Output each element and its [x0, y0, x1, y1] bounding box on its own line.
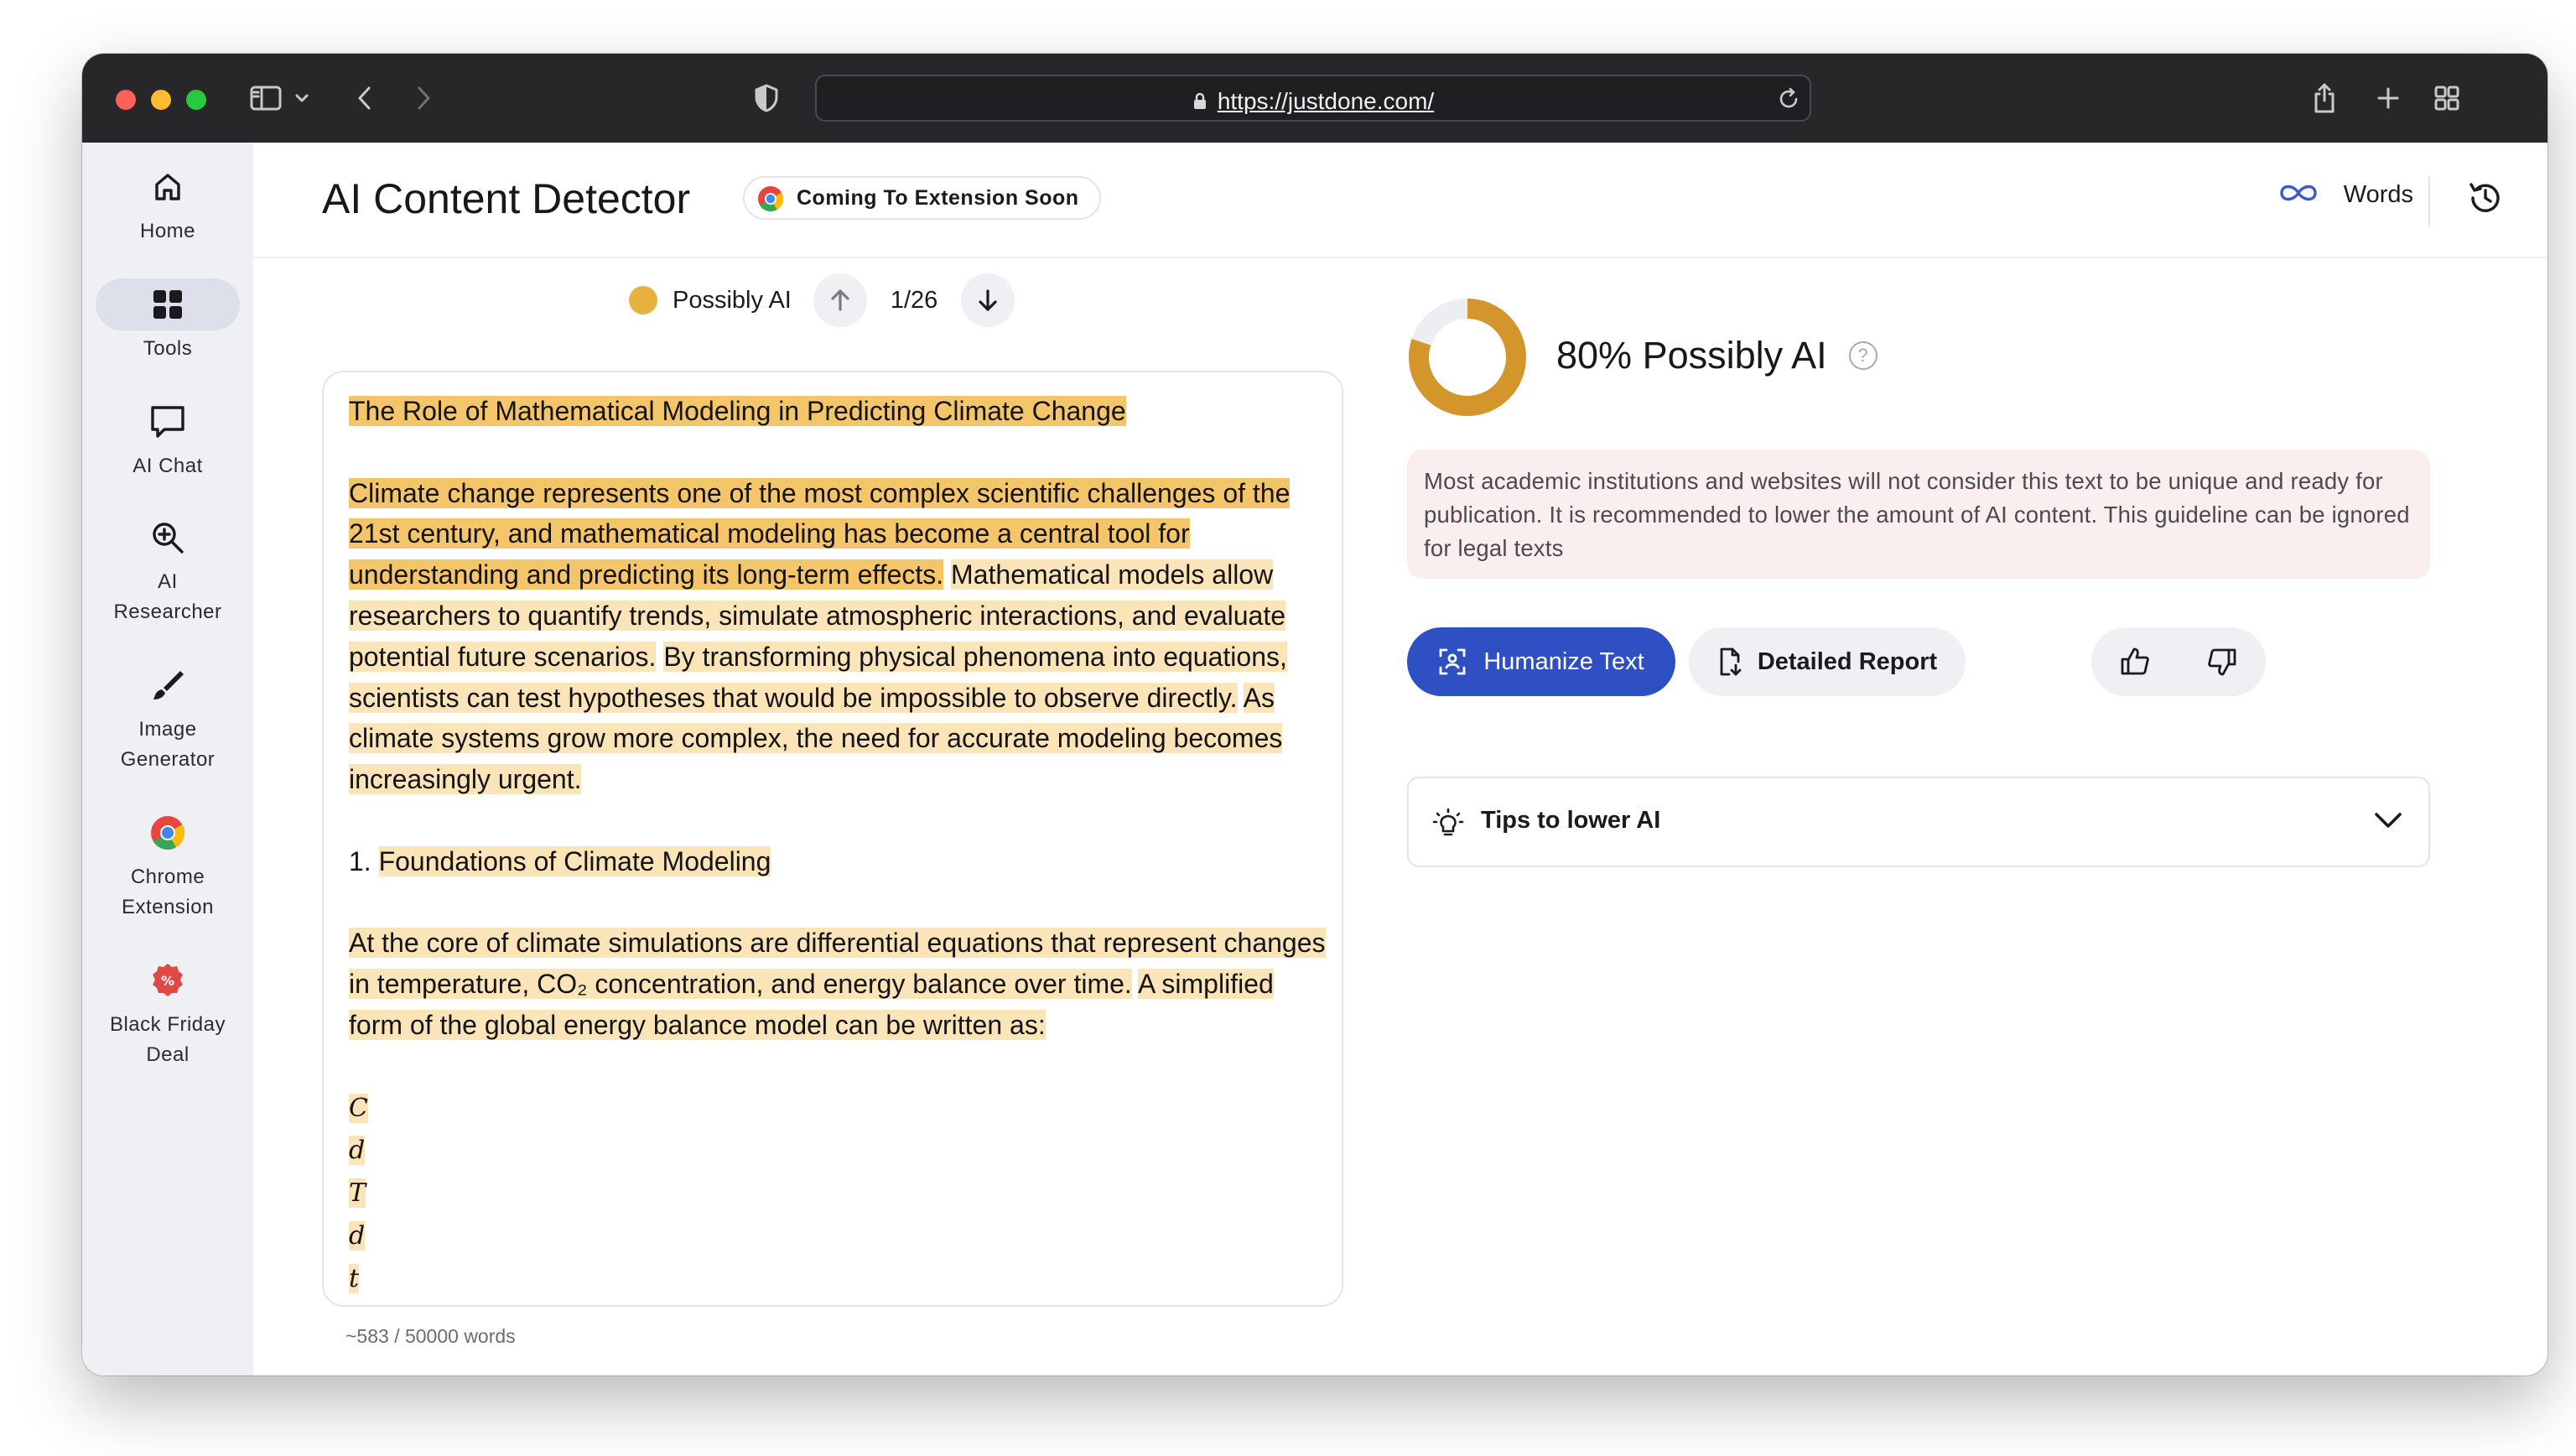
maximize-window-button[interactable]	[186, 90, 206, 110]
words-counter[interactable]	[2277, 181, 2413, 209]
browser-window	[82, 54, 2547, 1375]
lock-icon	[1192, 90, 1208, 117]
math-line: C	[349, 1093, 368, 1123]
sidebar-item-label: AI Chat	[132, 455, 203, 477]
home-icon	[96, 161, 240, 213]
browser-titlebar	[82, 54, 2547, 143]
extension-badge[interactable]	[743, 176, 1101, 220]
chevron-down-icon[interactable]	[292, 79, 312, 117]
chevron-down-icon[interactable]	[2373, 810, 2403, 835]
chrome-icon	[96, 807, 240, 859]
sidebar-item-black-friday-deal[interactable]	[82, 954, 253, 1070]
sidebar-item-ai-researcher[interactable]	[82, 512, 253, 627]
thumbs-up-button[interactable]	[2091, 627, 2179, 696]
infinity-icon	[2277, 181, 2320, 209]
header-divider	[2428, 176, 2430, 226]
sidebar-toggle-icon[interactable]	[247, 79, 285, 117]
next-highlight-button[interactable]	[961, 273, 1015, 327]
essay-title: The Role of Mathematical Modeling in Predicting Climate Change	[349, 396, 1126, 426]
detailed-report-label: Detailed Report	[1757, 647, 1938, 675]
editor-content[interactable]	[349, 391, 1330, 1300]
tips-label: Tips to lower AI	[1481, 807, 1661, 834]
humanize-text-button[interactable]	[1407, 627, 1675, 696]
filter-label: Possibly AI	[673, 286, 792, 314]
warning-notice: Most academic institutions and websites will not consider this text to be unique and ready for publication. It is recommended to lower the amount of AI content. This guideline can be ignored for legal texts	[1407, 450, 2430, 579]
highlighted-sentence[interactable]: By transforming physical phenomena into equations, scientists can test hypotheses that would be impossible to observe directly.	[349, 641, 1287, 713]
math-block	[349, 1087, 1330, 1300]
new-tab-icon[interactable]	[2371, 79, 2405, 117]
ai-score-text: 80% Possibly AI	[1556, 334, 1827, 377]
highlighted-sentence[interactable]: A simplified form of the global energy balance model can be written as:	[349, 969, 1274, 1040]
highlighted-sentence[interactable]: At the core of climate simulations are differential equations that represent changes in temperature, CO₂ concentration, and energy balance over time.	[349, 928, 1326, 1000]
highlight-counter: 1/26	[890, 286, 938, 314]
math-line: d	[349, 1220, 366, 1251]
back-icon[interactable]	[351, 79, 379, 117]
ai-score	[1556, 334, 1877, 377]
text-editor[interactable]	[322, 371, 1343, 1307]
arrow-up-icon	[828, 288, 852, 313]
sidebar-item-home[interactable]	[82, 161, 253, 247]
document-download-icon	[1717, 647, 1742, 677]
thumbs-down-button[interactable]	[2179, 627, 2266, 696]
sidebar-item-label: Image Generator	[120, 718, 216, 771]
share-icon[interactable]	[2308, 79, 2341, 117]
sidebar-item-ai-chat[interactable]	[82, 396, 253, 481]
search-plus-icon	[96, 512, 240, 564]
close-window-button[interactable]	[116, 90, 136, 110]
highlighted-sentence[interactable]: Climate change represents one of the most complex scientific challenges of the 21st century, and mathematical modeling has become a central tool for understanding and predicting its long-term effects.	[349, 477, 1291, 590]
reload-icon[interactable]	[1776, 86, 1801, 116]
word-count: ~583 / 50000 words	[345, 1325, 516, 1347]
tab-overview-icon[interactable]	[2430, 79, 2464, 117]
section-heading[interactable]: Foundations of Climate Modeling	[378, 845, 771, 876]
possibly-ai-filter[interactable]	[629, 286, 792, 315]
google-icon	[756, 185, 785, 226]
minimize-window-button[interactable]	[151, 90, 171, 110]
sidebar-item-label: Chrome Extension	[122, 866, 214, 918]
chat-icon	[96, 396, 240, 448]
possibly-ai-dot	[629, 286, 657, 315]
feedback-buttons	[2091, 627, 2266, 696]
brush-icon	[96, 659, 240, 711]
tips-accordion[interactable]	[1407, 777, 2430, 867]
detailed-report-button[interactable]	[1689, 627, 1966, 696]
url-text: https://justdone.com/	[1217, 88, 1435, 114]
sidebar-item-chrome-extension[interactable]	[82, 807, 253, 923]
discount-icon	[96, 954, 240, 1006]
history-icon[interactable]	[2467, 179, 2504, 221]
sidebar-item-image-generator[interactable]	[82, 659, 253, 775]
lightbulb-icon	[1432, 807, 1464, 845]
extension-badge-label: Coming To Extension Soon	[797, 186, 1079, 210]
shield-icon[interactable]	[750, 79, 783, 117]
help-icon[interactable]: ?	[1849, 341, 1877, 370]
humanize-label: Humanize Text	[1483, 647, 1644, 675]
sidebar-item-label: Home	[139, 220, 196, 242]
page-title: AI Content Detector	[322, 175, 691, 222]
grid-icon	[96, 278, 240, 330]
highlighted-sentence[interactable]: As climate systems grow more complex, the need for accurate modeling becomes increasingly urgent.	[349, 682, 1283, 795]
thumbs-up-icon	[2119, 646, 2151, 678]
ai-score-donut	[1407, 297, 1528, 422]
sidebar-item-label: Tools	[143, 337, 193, 360]
arrow-down-icon	[976, 288, 1000, 313]
highlighted-sentence[interactable]: Mathematical models allow researchers to quantify trends, simulate atmospheric interactions, and evaluate potential future scenarios.	[349, 559, 1286, 672]
highlight-navigator	[629, 273, 1015, 327]
sidebar-item-label: AI Researcher	[113, 570, 222, 623]
math-line: T	[349, 1178, 366, 1209]
thumbs-down-icon	[2206, 646, 2238, 678]
words-label: Words	[2343, 181, 2413, 208]
address-bar[interactable]	[815, 75, 1811, 122]
section-number: 1.	[349, 845, 371, 876]
page-header	[253, 143, 2547, 258]
math-line: d	[349, 1136, 366, 1166]
forward-icon[interactable]	[409, 79, 438, 117]
previous-highlight-button[interactable]	[813, 273, 867, 327]
svg-text:%: %	[160, 973, 175, 989]
sidebar-item-tools[interactable]	[82, 278, 253, 364]
humanize-icon	[1438, 647, 1467, 676]
sidebar-item-label: Black Friday Deal	[109, 1013, 226, 1066]
app-sidebar	[82, 143, 253, 1375]
math-line: t	[349, 1263, 360, 1293]
